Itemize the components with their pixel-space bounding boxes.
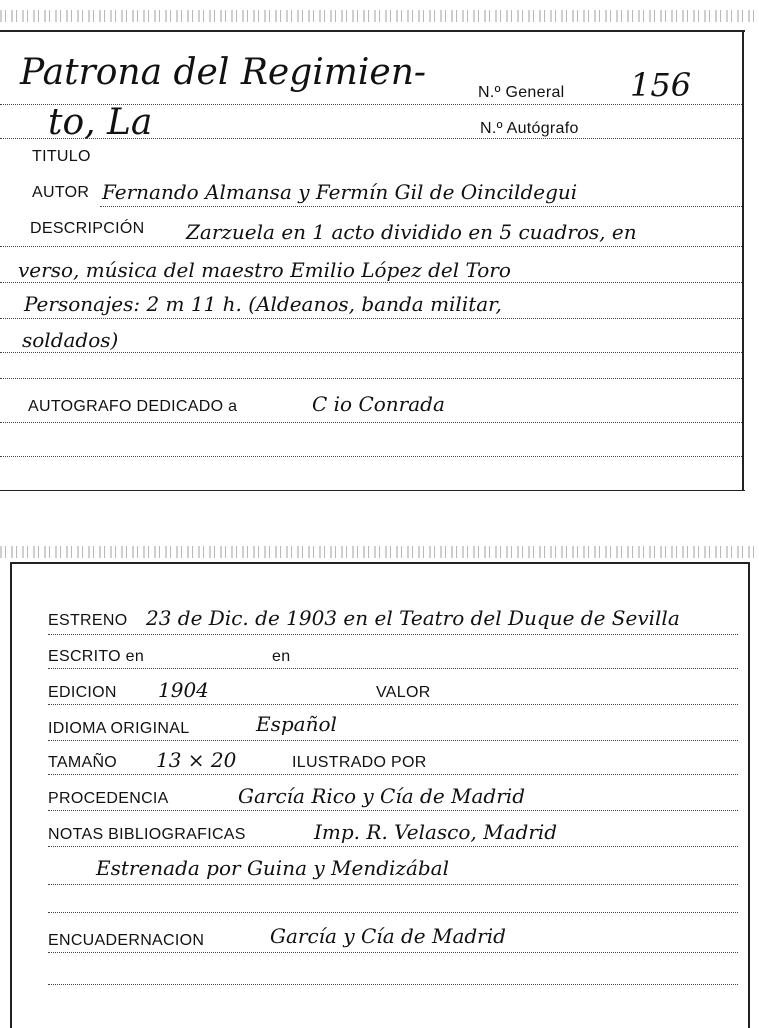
idioma-value: Español: [256, 712, 337, 736]
descripcion-label: DESCRIPCIÓN: [30, 220, 145, 237]
titulo-label: TITULO: [32, 148, 91, 165]
card-top-border: [0, 30, 745, 32]
descripcion-rule-1: [0, 246, 742, 247]
procedencia-value: García Rico y Cía de Madrid: [238, 784, 525, 808]
card-right-border: [748, 562, 750, 1028]
estreno-label: ESTRENO: [48, 612, 128, 629]
procedencia-label: PROCEDENCIA: [48, 790, 169, 807]
top-index-card: [0, 0, 759, 492]
escrito-label: ESCRITO en: [48, 648, 145, 665]
card-left-border: [10, 562, 12, 1028]
autor-value: Fernando Almansa y Fermín Gil de Oincildegui: [102, 180, 578, 204]
card-right-border: [742, 30, 744, 490]
encuadernacion-rule-1: [48, 952, 738, 953]
autografo-rule-2: [0, 456, 742, 457]
encuadernacion-rule-2: [48, 984, 738, 985]
scan-noise-strip: [0, 10, 759, 22]
idioma-label: IDIOMA ORIGINAL: [48, 720, 190, 737]
descripcion-line3: Personajes: 2 m 11 h. (Aldeanos, banda militar,: [24, 292, 502, 316]
numero-general-value: 156: [630, 66, 692, 104]
title-handwritten-line1: Patrona del Regimien-: [20, 52, 427, 93]
notas-rule-2: [48, 884, 738, 885]
autografo-dedicado-label: AUTOGRAFO DEDICADO a: [28, 398, 238, 415]
estreno-value: 23 de Dic. de 1903 en el Teatro del Duque de Sevilla: [146, 606, 680, 630]
autografo-rule-1: [0, 422, 742, 423]
card-top-border: [10, 562, 750, 564]
card-bottom-border: [0, 490, 745, 491]
estreno-rule: [48, 634, 738, 635]
bottom-index-card: [0, 540, 759, 1028]
tamano-value: 13 × 20: [156, 748, 237, 772]
descripcion-rule-4: [0, 352, 742, 353]
tamano-label: TAMAÑO: [48, 754, 118, 771]
descripcion-rule-5: [0, 378, 742, 379]
numero-general-label: N.º General: [478, 84, 565, 101]
notas-value: Imp. R. Velasco, Madrid: [314, 820, 558, 844]
idioma-rule: [48, 740, 738, 741]
descripcion-line2: verso, música del maestro Emilio López del Toro: [18, 258, 511, 282]
tamano-rule: [48, 774, 738, 775]
escrito-rule: [48, 668, 738, 669]
encuadernacion-value: García y Cía de Madrid: [270, 924, 506, 948]
scan-noise-strip: [0, 546, 759, 558]
notas-line2: Estrenada por Guina y Mendizábal: [96, 856, 449, 880]
encuadernacion-label: ENCUADERNACION: [48, 932, 205, 949]
descripcion-line1: Zarzuela en 1 acto dividido en 5 cuadros, en: [186, 220, 637, 244]
notas-rule-1: [48, 846, 738, 847]
notas-rule-3: [48, 912, 738, 913]
descripcion-rule-3: [0, 318, 742, 319]
notas-label: NOTAS BIBLIOGRAFICAS: [48, 826, 246, 843]
numero-autografo-label: N.º Autógrafo: [480, 120, 579, 137]
autografo-dedicado-value: C io Conrada: [312, 392, 445, 416]
valor-label: VALOR: [376, 684, 431, 701]
edicion-value: 1904: [158, 678, 209, 702]
descripcion-line4: soldados): [22, 328, 119, 352]
ilustrado-label: ILUSTRADO POR: [292, 754, 427, 771]
edicion-label: EDICION: [48, 684, 117, 701]
autor-label: AUTOR: [32, 184, 90, 201]
autor-rule: [100, 206, 742, 207]
title-handwritten-line2: to, La: [48, 102, 153, 143]
descripcion-rule-2: [0, 282, 742, 283]
title-rule-2: [0, 138, 742, 139]
edicion-rule: [48, 704, 738, 705]
escrito-en-label: en: [272, 648, 291, 665]
procedencia-rule: [48, 810, 738, 811]
